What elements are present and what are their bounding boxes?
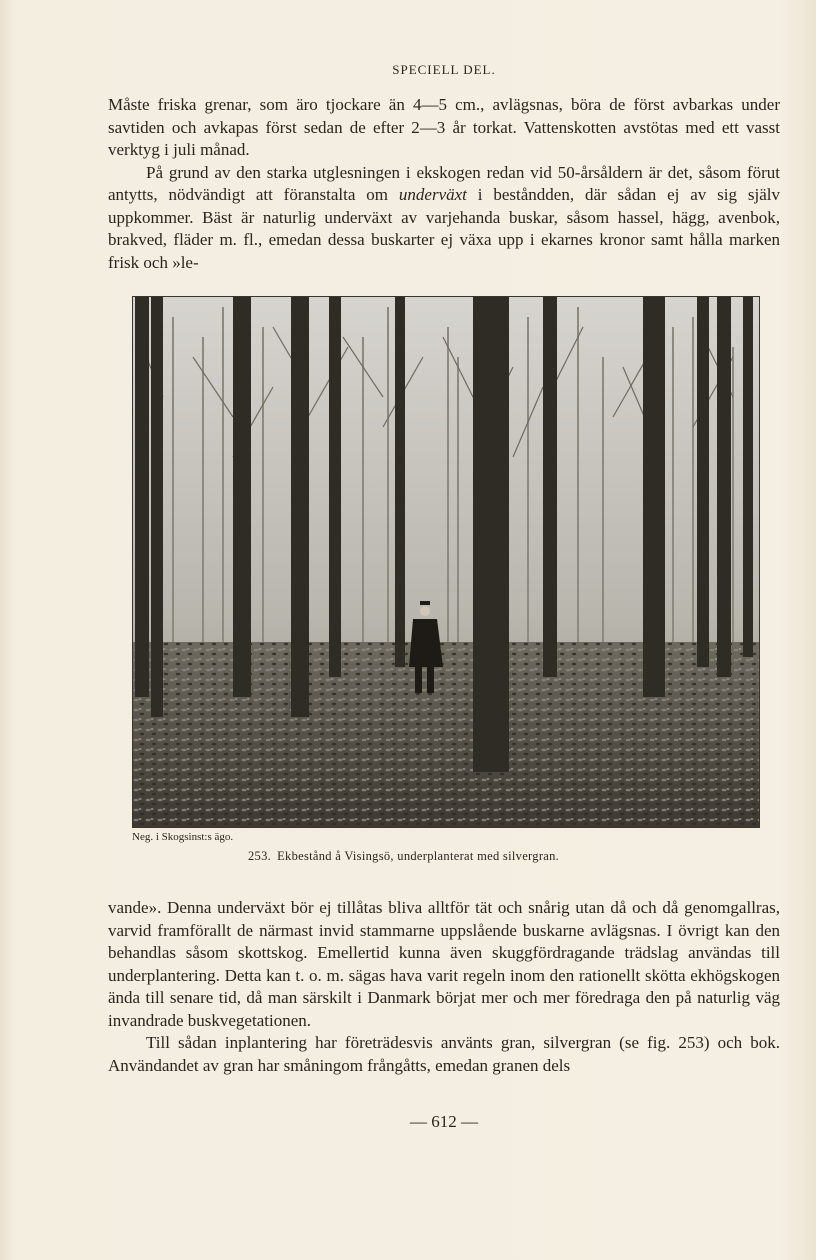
paragraph-4-text: Till sådan inplantering har företrädesvis använts gran, silvergran (se fig. 253) och bok. Användandet av gran har småningom frångåtts, emedan granen dels: [108, 1033, 780, 1075]
paragraph-1: [108, 94, 780, 274]
figure-number: 253.: [248, 849, 272, 863]
paragraph-3: [108, 897, 780, 1077]
page-number: — 612 —: [410, 1112, 478, 1131]
paragraph-1-text: Måste friska grenar, som äro tjockare än 4—5 cm., avlägsnas, böra de först avbarkas under savtiden och avkapas först sedan de efter 2—3 år torkat. Vattenskotten avstötas med ett vasst verktyg i juli månad.: [108, 95, 780, 159]
paragraph-3-text: vande». Denna underväxt bör ej tillåtas bliva alltför tät och snårig utan då och då genomgallras, varvid framförallt de närmast invid stammarne uppslående buskarne avlägsnas. I övrigt kan den behandlas såsom skottskog. Emellertid kunna även skuggfördragande trädslag användas till underplantering. Detta kan t. o. m. sägas hava varit regeln inom den rationellt skötta ekhögskogen ända till senare tid, då man särskilt i Danmark börjat mer och mer föredraga den på naturlig väg invandrade buskvegetationen.: [108, 898, 780, 1030]
figure-caption-text: Ekbestånd å Visingsö, underplanterat med silvergran.: [277, 849, 560, 863]
forest-illustration: [133, 297, 759, 827]
running-header: SPECIELL DEL.: [392, 62, 496, 77]
leaf-litter: [133, 642, 759, 827]
figure-caption: [248, 849, 559, 864]
photo-credit: Neg. i Skogsinst:s ägo.: [132, 831, 234, 843]
paragraph-2-emphasis: underväxt: [398, 185, 467, 204]
forest-photograph: [132, 296, 760, 828]
paragraph-2-text-before: På grund av den starka utglesningen i ekskogen redan vid 50-årsåldern är det, såsom förut antytts, nödvändigt att föranstalta om: [108, 162, 780, 204]
paragraph-2-text-after: i beståndden, där sådan ej av sig själv uppkommer. Bäst är naturlig underväxt av varjehanda buskar, såsom hassel, hägg, avenbok, brakved, fläder m. fl., emedan dessa buskarter ej växa upp i ekarnes kronor samt hålla marken frisk och »le-: [108, 185, 781, 272]
